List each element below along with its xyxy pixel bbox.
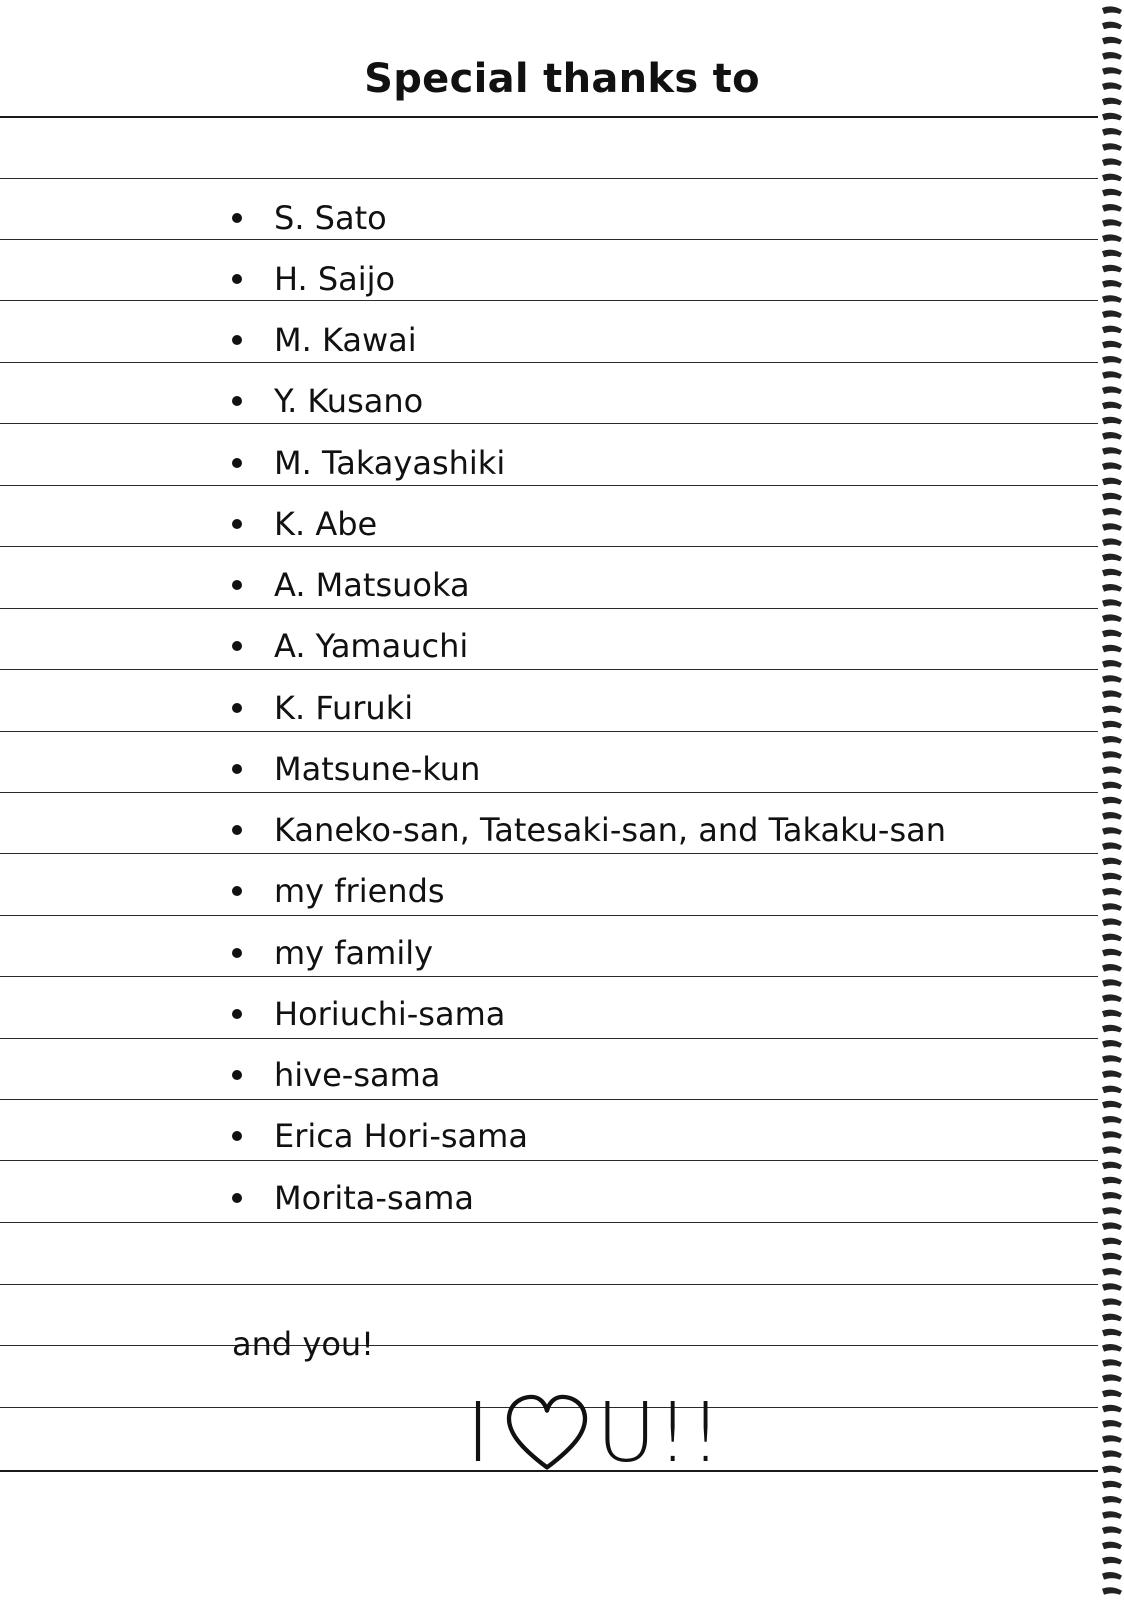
list-item-text: K. Furuki — [274, 689, 414, 727]
spiral-coil — [1102, 949, 1122, 957]
ruled-line — [0, 239, 1098, 240]
spiral-coil — [1102, 736, 1122, 744]
spiral-coil — [1102, 1146, 1122, 1154]
ruled-line — [0, 853, 1098, 854]
spiral-coil — [1102, 918, 1122, 926]
spiral-coil — [1102, 280, 1122, 288]
spiral-coil — [1102, 1314, 1122, 1322]
spiral-coil — [1102, 1070, 1122, 1078]
spiral-coil — [1102, 1344, 1122, 1352]
bullet-icon — [232, 519, 242, 529]
page-title: Special thanks to — [364, 56, 760, 102]
list-item-text: M. Kawai — [274, 321, 417, 359]
spiral-coil — [1102, 1405, 1122, 1413]
spiral-coil — [1102, 1450, 1122, 1458]
ruled-line — [0, 546, 1098, 547]
spiral-coil — [1102, 1587, 1122, 1595]
list-item — [232, 747, 480, 791]
spiral-coil — [1102, 584, 1122, 592]
love-message — [466, 1385, 722, 1481]
spiral-coil — [1102, 1010, 1122, 1018]
spiral-coil — [1102, 1162, 1122, 1170]
spiral-coil — [1102, 660, 1122, 668]
spiral-coil — [1102, 1420, 1122, 1428]
list-item-text: K. Abe — [274, 505, 378, 543]
bullet-icon — [232, 1193, 242, 1203]
ruled-line — [0, 1099, 1098, 1100]
spiral-coil — [1102, 189, 1122, 197]
spiral-coil — [1102, 356, 1122, 364]
spiral-coil — [1102, 1222, 1122, 1230]
ruled-line — [0, 608, 1098, 609]
spiral-coil — [1102, 341, 1122, 349]
love-left-text: I — [466, 1385, 491, 1481]
list-item-text: Erica Hori-sama — [274, 1117, 528, 1155]
spiral-coil — [1102, 1055, 1122, 1063]
spiral-coil — [1102, 82, 1122, 90]
list-item-text: Kaneko-san, Tatesaki-san, and Takaku-san — [274, 811, 947, 849]
bullet-icon — [232, 764, 242, 774]
ruled-line — [0, 669, 1098, 670]
ruled-line — [0, 915, 1098, 916]
spiral-coil — [1102, 204, 1122, 212]
spiral-coil — [1102, 903, 1122, 911]
spiral-coil — [1102, 1283, 1122, 1291]
spiral-coil — [1102, 1298, 1122, 1306]
list-item — [232, 931, 433, 975]
ruled-line — [0, 1038, 1098, 1039]
spiral-coil — [1102, 675, 1122, 683]
spiral-coil — [1102, 721, 1122, 729]
spiral-coil — [1102, 1116, 1122, 1124]
spiral-coil — [1102, 1496, 1122, 1504]
spiral-coil — [1102, 538, 1122, 546]
list-item — [232, 808, 946, 852]
spiral-coil — [1102, 1572, 1122, 1580]
spiral-coil — [1102, 1101, 1122, 1109]
ruled-line — [0, 362, 1098, 363]
spiral-coil — [1102, 1177, 1122, 1185]
spiral-coil — [1102, 310, 1122, 318]
spiral-coil — [1102, 842, 1122, 850]
spiral-coil — [1102, 37, 1122, 45]
spiral-coil — [1102, 143, 1122, 151]
bullet-icon — [232, 703, 242, 713]
ruled-line — [0, 1284, 1098, 1285]
bullet-icon — [232, 1009, 242, 1019]
spiral-coil — [1102, 493, 1122, 501]
spiral-coil — [1102, 1025, 1122, 1033]
list-item — [232, 318, 417, 362]
spiral-coil — [1102, 1511, 1122, 1519]
spiral-coil — [1102, 1207, 1122, 1215]
list-item-text: Matsune-kun — [274, 750, 481, 788]
spiral-coil — [1102, 827, 1122, 835]
ruled-line — [0, 300, 1098, 301]
list-item-text: Morita-sama — [274, 1179, 474, 1217]
spiral-coil — [1102, 234, 1122, 242]
list-item-text: A. Yamauchi — [274, 627, 469, 665]
list-item-text: A. Matsuoka — [274, 566, 470, 604]
spiral-coil — [1102, 979, 1122, 987]
spiral-coil — [1102, 994, 1122, 1002]
spiral-coil — [1102, 751, 1122, 759]
ruled-line-bottom — [0, 1470, 1098, 1472]
spiral-coil — [1102, 174, 1122, 182]
bullet-icon — [232, 213, 242, 223]
ruled-line — [0, 1160, 1098, 1161]
spiral-binding — [1098, 0, 1124, 1600]
bullet-icon — [232, 396, 242, 406]
bullet-icon — [232, 1131, 242, 1141]
spiral-coil — [1102, 523, 1122, 531]
list-item — [232, 992, 505, 1036]
spiral-coil — [1102, 888, 1122, 896]
spiral-coil — [1102, 1481, 1122, 1489]
love-right-text: U!! — [596, 1385, 722, 1481]
spiral-coil — [1102, 219, 1122, 227]
list-item — [232, 379, 423, 423]
list-item-text: hive-sama — [274, 1056, 441, 1094]
ruled-line — [0, 423, 1098, 424]
spiral-coil — [1102, 858, 1122, 866]
spiral-coil — [1102, 158, 1122, 166]
ruled-line — [0, 976, 1098, 977]
spiral-coil — [1102, 766, 1122, 774]
spiral-coil — [1102, 630, 1122, 638]
spiral-coil — [1102, 295, 1122, 303]
spiral-coil — [1102, 782, 1122, 790]
list-item-text: my family — [274, 934, 434, 972]
ruled-line — [0, 178, 1098, 179]
list-item — [232, 869, 445, 913]
spiral-coil — [1102, 645, 1122, 653]
spiral-coil — [1102, 1131, 1122, 1139]
list-item-text: Y. Kusano — [274, 382, 424, 420]
list-item — [232, 563, 470, 607]
ruled-line — [0, 485, 1098, 486]
bullet-icon — [232, 825, 242, 835]
ruled-line — [0, 792, 1098, 793]
closing-text: and you! — [232, 1325, 374, 1363]
spiral-coil — [1102, 22, 1122, 30]
heart-outline-icon — [504, 1393, 590, 1473]
bullet-icon — [232, 458, 242, 468]
spiral-coil — [1102, 6, 1122, 14]
spiral-coil — [1102, 1359, 1122, 1367]
bullet-icon — [232, 274, 242, 284]
spiral-coil — [1102, 1268, 1122, 1276]
spiral-coil — [1102, 478, 1122, 486]
spiral-coil — [1102, 371, 1122, 379]
list-item — [232, 196, 387, 240]
list-item — [232, 502, 377, 546]
list-item-text: S. Sato — [274, 199, 387, 237]
spiral-coil — [1102, 508, 1122, 516]
spiral-coil — [1102, 1526, 1122, 1534]
list-item-text: my friends — [274, 872, 445, 910]
spiral-coil — [1102, 599, 1122, 607]
spiral-coil — [1102, 797, 1122, 805]
list-item — [232, 441, 505, 485]
spiral-coil — [1102, 1238, 1122, 1246]
ruled-line — [0, 1345, 1098, 1346]
spiral-coil — [1102, 128, 1122, 136]
spiral-coil — [1102, 614, 1122, 622]
spiral-coil — [1102, 1542, 1122, 1550]
bullet-icon — [232, 1070, 242, 1080]
list-item-text: H. Saijo — [274, 260, 396, 298]
list-item-text: Horiuchi-sama — [274, 995, 506, 1033]
spiral-coil — [1102, 1329, 1122, 1337]
spiral-coil — [1102, 934, 1122, 942]
spiral-coil — [1102, 1192, 1122, 1200]
list-item — [232, 624, 468, 668]
spiral-coil — [1102, 1086, 1122, 1094]
list-item — [232, 686, 413, 730]
spiral-coil — [1102, 873, 1122, 881]
spiral-coil — [1102, 250, 1122, 258]
spiral-coil — [1102, 964, 1122, 972]
spiral-coil — [1102, 1466, 1122, 1474]
spiral-coil — [1102, 67, 1122, 75]
list-item-text: M. Takayashiki — [274, 444, 506, 482]
spiral-coil — [1102, 462, 1122, 470]
spiral-coil — [1102, 1374, 1122, 1382]
spiral-coil — [1102, 554, 1122, 562]
bullet-icon — [232, 335, 242, 345]
spiral-coil — [1102, 402, 1122, 410]
spiral-coil — [1102, 386, 1122, 394]
bullet-icon — [232, 580, 242, 590]
spiral-coil — [1102, 1435, 1122, 1443]
list-item — [232, 1053, 440, 1097]
spiral-coil — [1102, 52, 1122, 60]
spiral-coil — [1102, 1557, 1122, 1565]
spiral-coil — [1102, 1253, 1122, 1261]
ruled-line-top — [0, 116, 1098, 118]
bullet-icon — [232, 641, 242, 651]
spiral-coil — [1102, 265, 1122, 273]
ruled-line — [0, 1222, 1098, 1223]
bullet-icon — [232, 948, 242, 958]
list-item — [232, 257, 395, 301]
spiral-coil — [1102, 812, 1122, 820]
spiral-coil — [1102, 98, 1122, 106]
spiral-coil — [1102, 706, 1122, 714]
spiral-coil — [1102, 447, 1122, 455]
spiral-coil — [1102, 432, 1122, 440]
ruled-line — [0, 731, 1098, 732]
spiral-coil — [1102, 1390, 1122, 1398]
spiral-coil — [1102, 569, 1122, 577]
list-item — [232, 1114, 528, 1158]
spiral-coil — [1102, 690, 1122, 698]
spiral-coil — [1102, 113, 1122, 121]
list-item — [232, 1176, 474, 1220]
spiral-coil — [1102, 1040, 1122, 1048]
bullet-icon — [232, 886, 242, 896]
spiral-coil — [1102, 326, 1122, 334]
spiral-coil — [1102, 417, 1122, 425]
